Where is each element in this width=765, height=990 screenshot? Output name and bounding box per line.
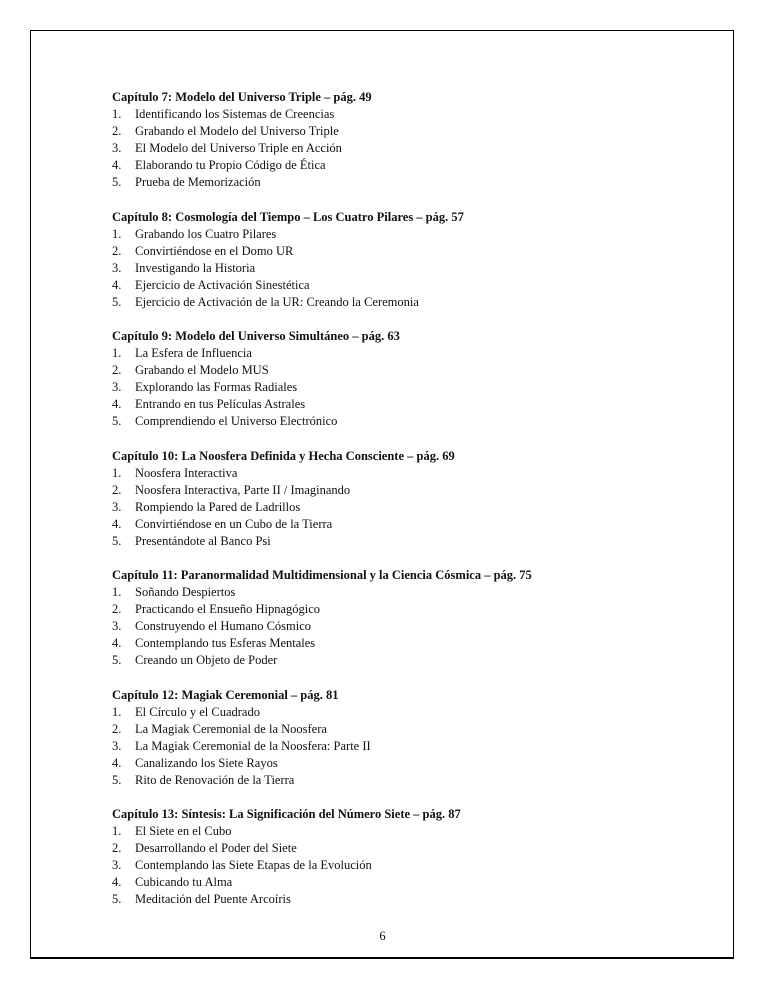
item-number: 1. <box>112 346 122 360</box>
list-item <box>112 226 712 243</box>
list-item <box>112 516 712 533</box>
item-number: 4. <box>112 397 122 411</box>
item-number: 4. <box>112 755 122 770</box>
item-number: 5. <box>112 533 122 548</box>
list-item <box>112 294 712 311</box>
item-number: 1. <box>112 226 122 241</box>
item-number: 1. <box>112 824 122 838</box>
list-item <box>112 413 712 430</box>
item-text: El Modelo del Universo Triple en Acción <box>135 141 342 155</box>
item-text: Contemplando las Siete Etapas de la Evolución <box>135 858 372 872</box>
item-number: 2. <box>112 482 122 497</box>
item-text: Prueba de Memorización <box>135 175 261 189</box>
list-item <box>112 345 712 362</box>
list-item <box>112 840 712 857</box>
list-item <box>112 738 712 755</box>
list-item <box>112 379 712 396</box>
item-text: La Magiak Ceremonial de la Noosfera: Parte II <box>135 738 371 753</box>
item-number: 2. <box>112 124 122 138</box>
item-text: Creando un Objeto de Poder <box>135 653 278 667</box>
chapter-title: Capítulo 12: Magiak Ceremonial – pág. 81 <box>112 687 339 702</box>
item-number: 3. <box>112 738 122 753</box>
item-text: Grabando el Modelo del Universo Triple <box>135 124 339 138</box>
list-item <box>112 755 712 772</box>
item-number: 1. <box>112 465 122 480</box>
item-number: 4. <box>112 158 122 172</box>
item-text: Rompiendo la Pared de Ladrillos <box>135 499 301 514</box>
item-number: 5. <box>112 294 122 309</box>
chapter-title: Capítulo 11: Paranormalidad Multidimensional y la Ciencia Cósmica – pág. 75 <box>112 568 532 582</box>
list-item <box>112 823 712 840</box>
list-item <box>112 499 712 516</box>
item-text: Canalizando los Siete Rayos <box>135 755 278 770</box>
list-item <box>112 140 712 157</box>
item-number: 2. <box>112 243 122 258</box>
list-item <box>112 243 712 260</box>
item-text: Construyendo el Humano Cósmico <box>135 619 312 633</box>
item-text: Convirtiéndose en un Cubo de la Tierra <box>135 516 333 531</box>
list-item <box>112 601 712 618</box>
page-number: 6 <box>379 929 386 943</box>
item-text: Ejercicio de Activación Sinestética <box>135 277 310 292</box>
item-text: Grabando el Modelo MUS <box>135 363 269 377</box>
list-item <box>112 704 712 721</box>
list-item <box>112 652 712 669</box>
item-number: 4. <box>112 516 122 531</box>
item-text: Investigando la Historia <box>135 260 256 275</box>
item-text: Practicando el Ensueño Hipnagógico <box>135 602 321 616</box>
chapter-section <box>112 806 712 908</box>
table-of-contents <box>112 89 712 926</box>
list-item <box>112 857 712 874</box>
item-text: Ejercicio de Activación de la UR: Creando la Ceremonia <box>135 294 419 309</box>
chapter-title: Capítulo 7: Modelo del Universo Triple – pág. 49 <box>112 90 372 104</box>
item-number: 4. <box>112 277 122 292</box>
item-number: 5. <box>112 414 122 428</box>
item-text: Meditación del Puente Arcoíris <box>135 892 291 906</box>
list-item <box>112 465 712 482</box>
list-item <box>112 106 712 123</box>
item-number: 5. <box>112 892 122 906</box>
item-number: 1. <box>112 704 122 719</box>
item-number: 3. <box>112 499 122 514</box>
chapter-section <box>112 448 712 550</box>
item-text: Entrando en tus Películas Astrales <box>135 397 306 411</box>
item-number: 3. <box>112 380 122 394</box>
item-number: 4. <box>112 636 122 650</box>
item-number: 2. <box>112 721 122 736</box>
list-item <box>112 260 712 277</box>
list-item <box>112 482 712 499</box>
item-text: Noosfera Interactiva, Parte II / Imaginando <box>135 482 351 497</box>
chapter-section <box>112 328 712 430</box>
item-text: Explorando las Formas Radiales <box>135 380 298 394</box>
item-number: 3. <box>112 141 122 155</box>
chapter-section <box>112 567 712 669</box>
list-item <box>112 533 712 550</box>
item-text: La Esfera de Influencia <box>135 346 252 360</box>
list-item <box>112 584 712 601</box>
item-number: 4. <box>112 875 122 889</box>
item-text: Contemplando tus Esferas Mentales <box>135 636 316 650</box>
list-item <box>112 362 712 379</box>
chapter-section <box>112 687 712 789</box>
item-number: 2. <box>112 602 122 616</box>
list-item <box>112 874 712 891</box>
item-number: 5. <box>112 175 122 189</box>
item-text: El Círculo y el Cuadrado <box>135 704 260 719</box>
item-text: Soñando Despiertos <box>135 585 236 599</box>
item-number: 1. <box>112 107 122 121</box>
list-item <box>112 157 712 174</box>
item-text: Identificando los Sistemas de Creencias <box>135 107 335 121</box>
item-text: Rito de Renovación de la Tierra <box>135 772 295 787</box>
chapter-section <box>112 89 712 191</box>
list-item <box>112 123 712 140</box>
item-number: 1. <box>112 585 122 599</box>
list-item <box>112 618 712 635</box>
item-number: 3. <box>112 619 122 633</box>
item-number: 3. <box>112 858 122 872</box>
item-number: 5. <box>112 653 122 667</box>
item-text: Convirtiéndose en el Domo UR <box>135 243 294 258</box>
item-text: La Magiak Ceremonial de la Noosfera <box>135 721 327 736</box>
item-number: 2. <box>112 841 122 855</box>
item-number: 5. <box>112 772 122 787</box>
item-text: Noosfera Interactiva <box>135 465 238 480</box>
chapter-section <box>112 209 712 311</box>
list-item <box>112 772 712 789</box>
list-item <box>112 396 712 413</box>
list-item <box>112 721 712 738</box>
item-number: 3. <box>112 260 122 275</box>
list-item <box>112 277 712 294</box>
item-text: Cubicando tu Alma <box>135 875 233 889</box>
item-text: Comprendiendo el Universo Electrónico <box>135 414 338 428</box>
list-item <box>112 891 712 908</box>
item-text: El Siete en el Cubo <box>135 824 232 838</box>
chapter-title: Capítulo 13: Síntesis: La Significación del Número Siete – pág. 87 <box>112 807 461 821</box>
chapter-title: Capítulo 9: Modelo del Universo Simultáneo – pág. 63 <box>112 329 400 343</box>
list-item <box>112 174 712 191</box>
item-text: Desarrollando el Poder del Siete <box>135 841 297 855</box>
list-item <box>112 635 712 652</box>
item-text: Presentándote al Banco Psi <box>135 533 271 548</box>
chapter-title: Capítulo 8: Cosmología del Tiempo – Los Cuatro Pilares – pág. 57 <box>112 209 464 224</box>
item-number: 2. <box>112 363 122 377</box>
item-text: Elaborando tu Propio Código de Ética <box>135 158 326 172</box>
chapter-title: Capítulo 10: La Noosfera Definida y Hecha Consciente – pág. 69 <box>112 448 455 463</box>
item-text: Grabando los Cuatro Pilares <box>135 226 277 241</box>
